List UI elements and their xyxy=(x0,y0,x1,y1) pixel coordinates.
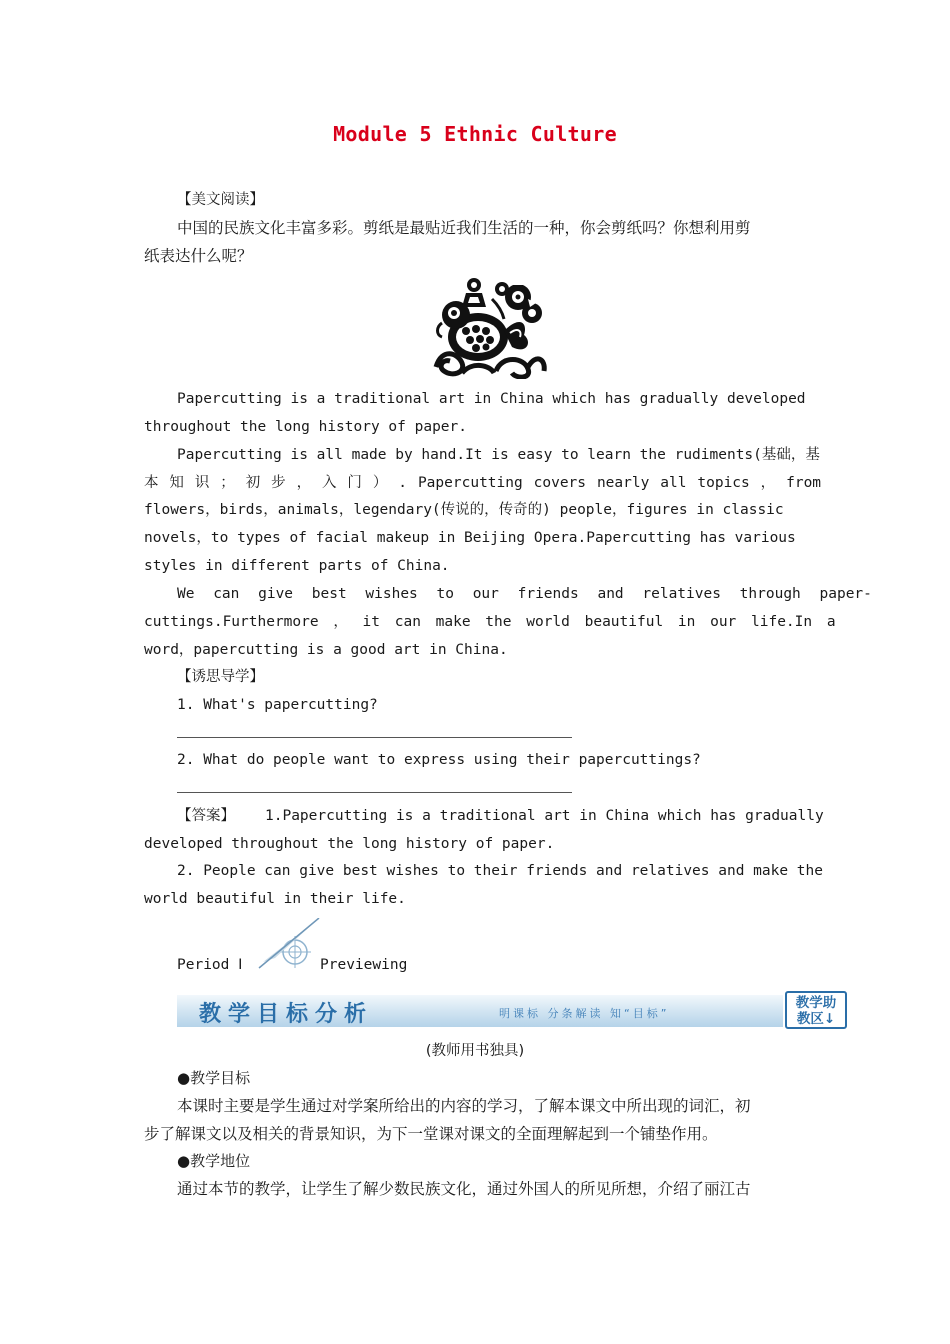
goal-heading: ●教学目标 xyxy=(177,1069,251,1087)
goal-text-line1: 本课时主要是学生通过对学案所给出的内容的学习，了解本课文中所出现的词汇，初 xyxy=(177,1097,751,1115)
arrow-down-icon: ↓ xyxy=(823,1011,836,1027)
period-header xyxy=(177,918,577,973)
passage-p3-line3: word，papercutting is a good art in China. xyxy=(144,642,508,658)
answer-blank-1[interactable] xyxy=(177,737,572,738)
teaching-aid-tab[interactable] xyxy=(785,991,847,1029)
teaching-goal-banner xyxy=(177,991,849,1031)
period-label: Period Ⅰ xyxy=(177,957,243,973)
passage-p2-line4: novels，to types of facial makeup in Beijing Opera.Papercutting has various xyxy=(144,530,796,546)
goal-text-line2: 步了解课文以及相关的背景知识，为下一堂课对课文的全面理解起到一个铺垫作用。 xyxy=(144,1125,718,1143)
reading-intro-line1: 中国的民族文化丰富多彩。剪纸是最贴近我们生活的一种，你会剪纸吗？你想利用剪 xyxy=(177,219,751,237)
status-text-line1: 通过本节的教学，让学生了解少数民族文化，通过外国人的所见所想，介绍了丽江古 xyxy=(177,1180,751,1198)
answer-1-line2: developed throughout the long history of paper. xyxy=(144,836,555,852)
banner-subtitle: 明课标 分条解读 知“目标” xyxy=(499,1007,670,1020)
passage-p2-line2: 本 知 识 ； 初 步 ， 入 门 ） . Papercutting covers nearly all topics ， from xyxy=(144,475,822,491)
module-title: Module 5 Ethnic Culture xyxy=(333,122,617,146)
compass-target-icon xyxy=(255,918,321,970)
passage-p3-line2: cuttings.Furthermore ， it can make the world beautiful in our life.In a xyxy=(144,614,836,630)
passage-p1-line2: throughout the long history of paper. xyxy=(144,419,468,435)
passage-p2-line3: flowers，birds，animals，legendary(传说的，传奇的) people，figures in classic xyxy=(144,502,784,518)
tab-line-1: 教学助 xyxy=(795,995,837,1011)
answer-2-line1: 2. People can give best wishes to their friends and relatives and make the xyxy=(177,863,824,879)
answer-2-line2: world beautiful in their life. xyxy=(144,891,406,907)
papercut-fish-image xyxy=(432,275,548,379)
teacher-only-note: (教师用书独具) xyxy=(425,1043,525,1059)
answer-blank-2[interactable] xyxy=(177,792,572,793)
guide-question-2: 2. What do people want to express using their papercuttings? xyxy=(177,752,701,768)
guide-question-1: 1. What's papercutting? xyxy=(177,697,378,713)
reading-heading: 【美文阅读】 xyxy=(177,192,264,208)
answer-label: 【答案】 xyxy=(177,808,235,824)
guide-heading: 【诱思导学】 xyxy=(177,669,264,685)
status-heading: ●教学地位 xyxy=(177,1152,251,1170)
passage-p1-line1: Papercutting is a traditional art in China which has gradually developed xyxy=(177,391,806,407)
passage-p3-line1: We can give best wishes to our friends and relatives through paper- xyxy=(177,586,872,602)
tab-line-2: 教区↓ xyxy=(796,1011,836,1027)
banner-title: 教学目标分析 xyxy=(199,1001,374,1027)
passage-p2-line1: Papercutting is all made by hand.It is easy to learn the rudiments(基础，基 xyxy=(177,447,820,463)
reading-intro-line2: 纸表达什么呢？ xyxy=(144,247,253,265)
passage-p2-line5: styles in different parts of China. xyxy=(144,558,450,574)
answer-1-line1: 1.Papercutting is a traditional art in China which has gradually xyxy=(265,808,824,824)
period-name: Previewing xyxy=(320,957,408,973)
